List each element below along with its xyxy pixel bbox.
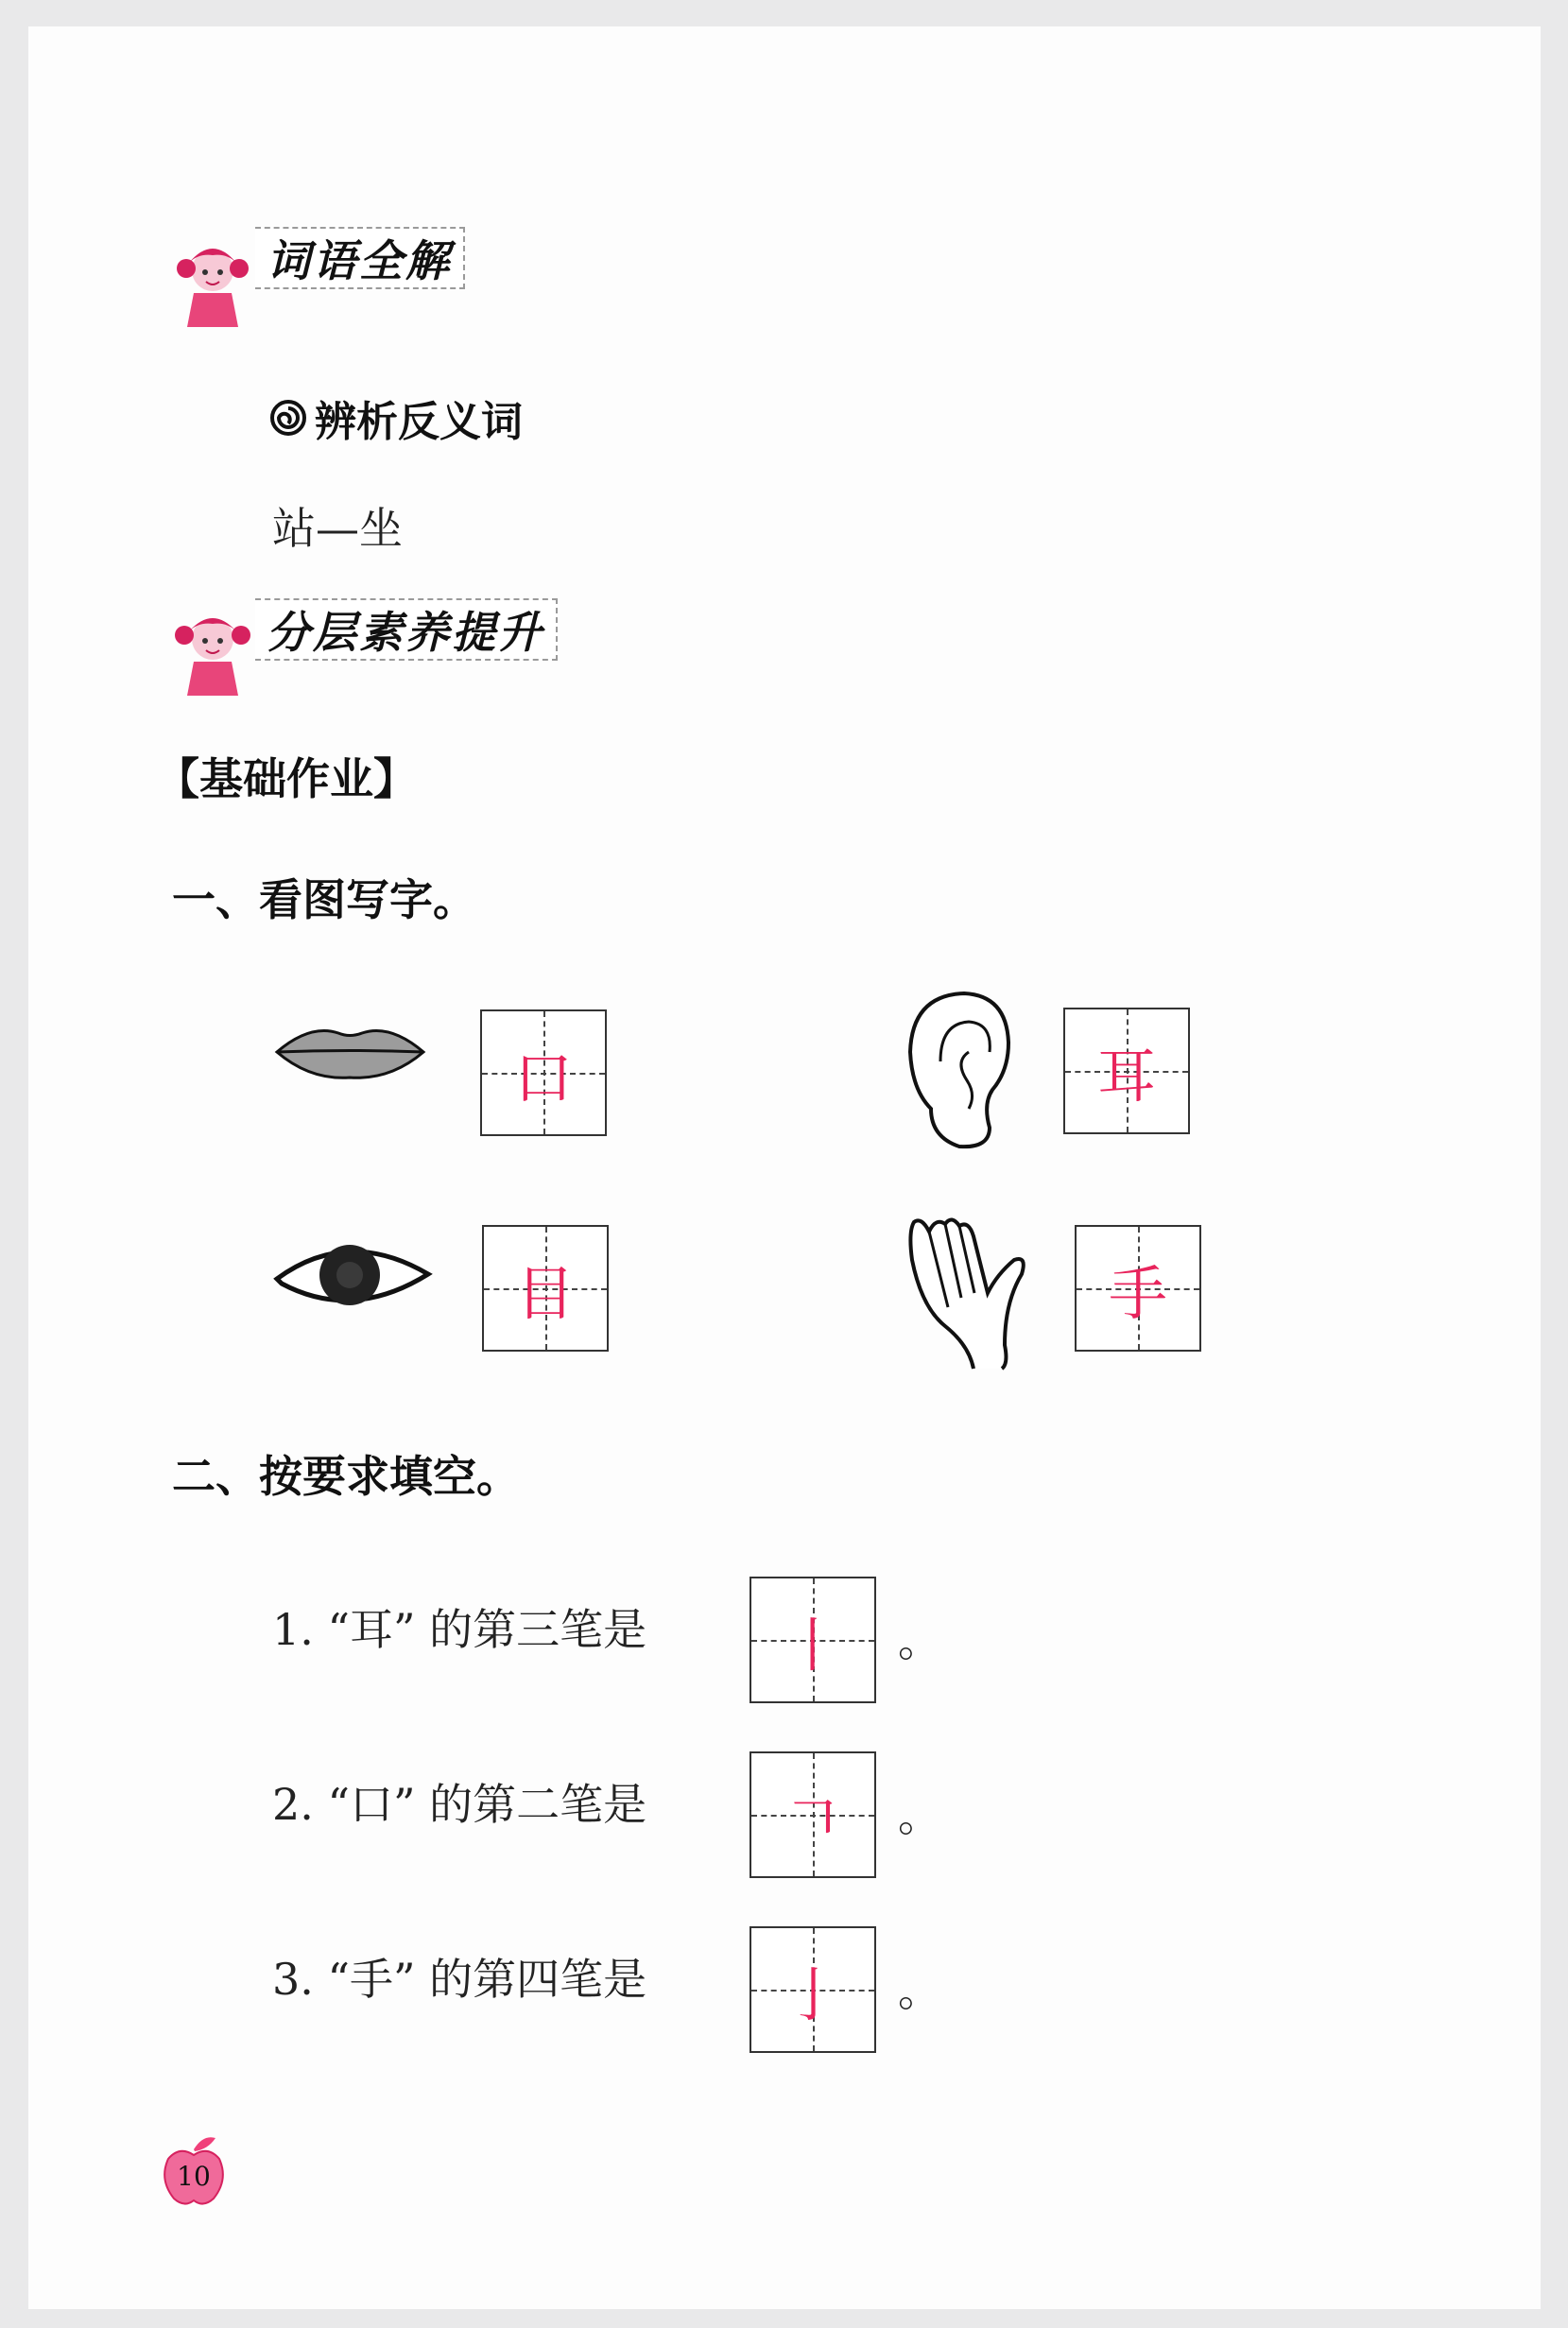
end-mark: 。 <box>898 1965 941 2016</box>
answer-grid[interactable] <box>1075 1225 1201 1352</box>
antonym-pair: 站—坐 <box>272 503 403 554</box>
section-title: 分层素养提升 <box>267 607 544 658</box>
sub-heading-text: 辨析反义词 <box>315 398 523 446</box>
end-mark: 。 <box>898 1790 941 1841</box>
answer-grid[interactable] <box>750 1751 876 1878</box>
fill-prompt: 3. “手” 的第四笔是 <box>272 1954 647 2005</box>
fill-prompt: 2. “口” 的第二笔是 <box>272 1779 647 1830</box>
question-2-title: 二、按要求填空。 <box>172 1451 520 1502</box>
mouth-picture <box>272 1019 428 1085</box>
answer-char: 耳 <box>1096 1041 1156 1111</box>
answer-char: 亅 <box>783 1959 842 2029</box>
swirl-bullet-icon <box>269 399 307 437</box>
eye-picture <box>272 1232 433 1317</box>
answer-grid[interactable] <box>750 1577 876 1703</box>
answer-grid[interactable] <box>1063 1008 1190 1134</box>
answer-char: 目 <box>515 1258 575 1328</box>
answer-char: 丨 <box>783 1610 842 1680</box>
ear-picture <box>903 986 1016 1156</box>
cartoon-girl-icon <box>170 605 255 699</box>
answer-grid[interactable] <box>750 1926 876 2053</box>
answer-grid[interactable] <box>480 1009 607 1136</box>
answer-char: 口 <box>513 1043 573 1112</box>
question-1-title: 一、看图写字。 <box>172 874 476 925</box>
cartoon-girl-icon <box>170 234 255 329</box>
answer-char: 手 <box>1108 1258 1167 1328</box>
section-title: 词语全解 <box>267 235 452 286</box>
homework-label: 【基础作业】 <box>156 753 417 804</box>
hand-picture <box>903 1203 1040 1373</box>
answer-char: 𠃍 <box>783 1785 842 1854</box>
fill-prompt: 1. “耳” 的第三笔是 <box>272 1604 647 1655</box>
section-title-banner <box>255 227 465 289</box>
workbook-page <box>28 26 1541 2309</box>
section-title-banner <box>255 598 558 661</box>
answer-grid[interactable] <box>482 1225 609 1352</box>
sub-heading <box>269 388 523 448</box>
end-mark: 。 <box>898 1615 941 1666</box>
page-number: 10 <box>177 2161 211 2192</box>
